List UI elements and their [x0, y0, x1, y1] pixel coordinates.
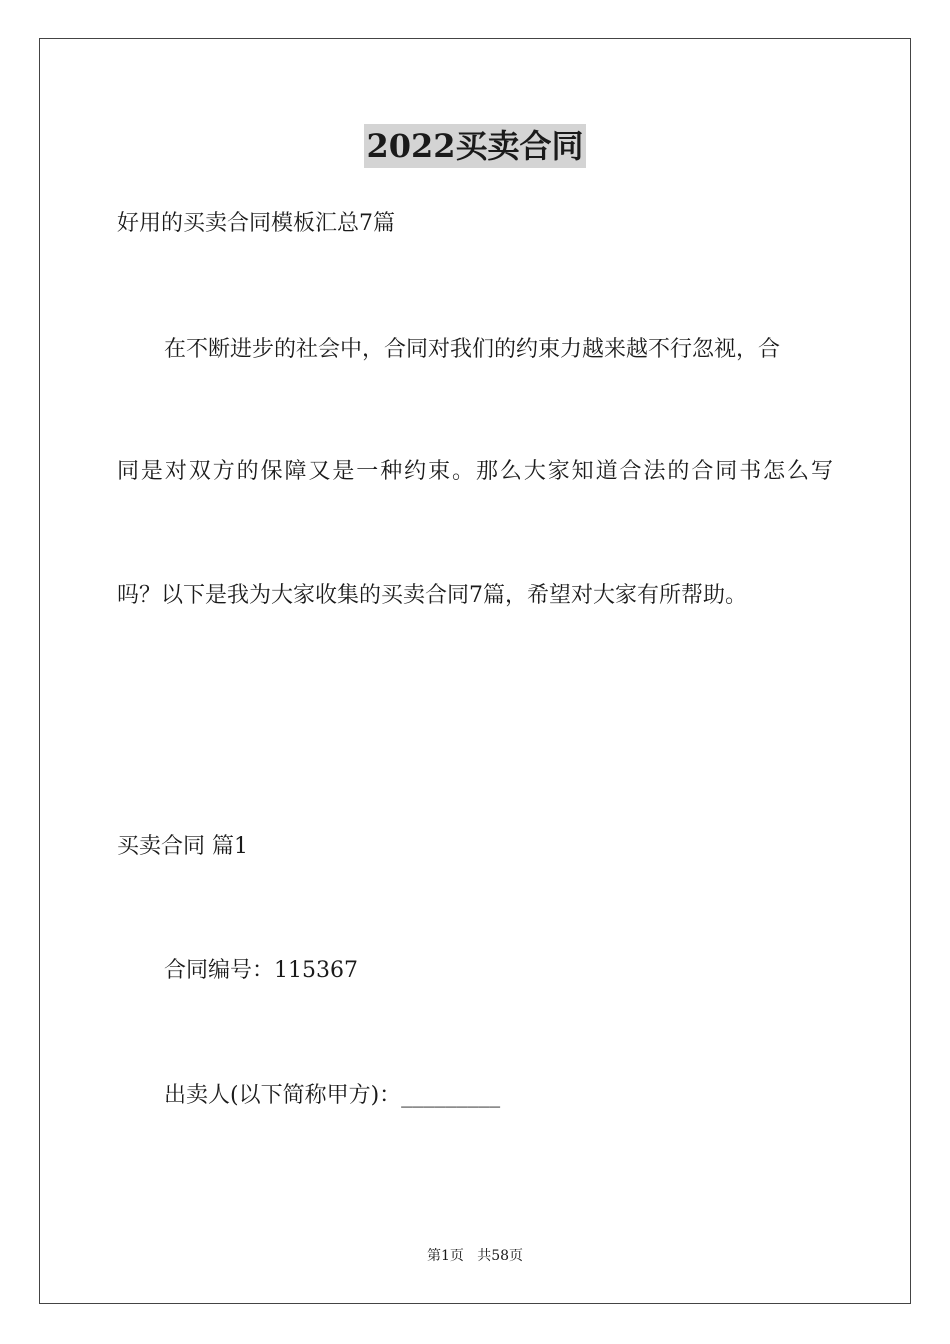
document-title: 2022买卖合同 [364, 124, 585, 168]
title-container [0, 124, 950, 168]
seller-line: 出卖人(以下简称甲方)：_________ [164, 1083, 501, 1108]
section-heading: 买卖合同 篇1 [117, 834, 248, 859]
contract-number: 合同编号：115367 [164, 958, 358, 983]
intro-line-3: 吗？以下是我为大家收集的买卖合同7篇，希望对大家有所帮助。 [117, 583, 747, 608]
document-subtitle: 好用的买卖合同模板汇总7篇 [117, 211, 395, 236]
intro-line-1: 在不断进步的社会中，合同对我们的约束力越来越不行忽视，合 [164, 337, 781, 362]
page-footer: 第1页 共58页 [426, 1248, 524, 1264]
intro-line-2: 同是对双方的保障又是一种约束。那么大家知道合法的合同书怎么写 [117, 459, 833, 484]
